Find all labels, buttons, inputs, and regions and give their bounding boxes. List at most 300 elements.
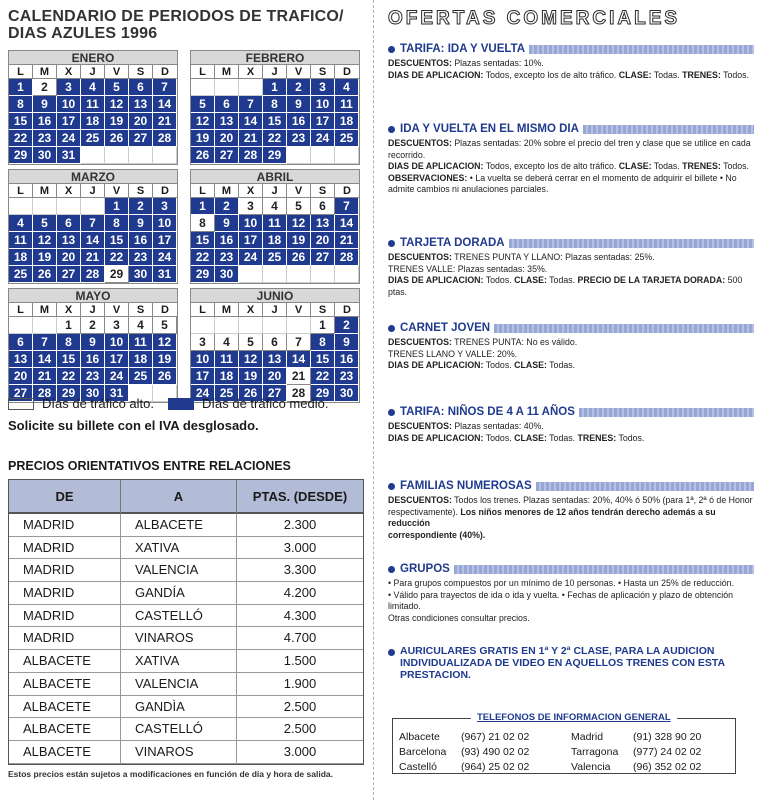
week-row xyxy=(9,232,177,249)
day-cell-high-traffic: 3 xyxy=(191,334,215,351)
day-cell-medium-traffic: 6 xyxy=(129,79,153,96)
city-name: Barcelona xyxy=(399,746,447,758)
offer-name: CARNET JOVEN xyxy=(400,322,491,334)
prices-header-price: PTAS. (DESDE) xyxy=(252,489,348,504)
day-cell-medium-traffic: 19 xyxy=(191,130,215,147)
detail-label: DESCUENTOS: xyxy=(388,252,452,262)
weekday-header: M xyxy=(215,184,239,198)
day-cell-medium-traffic: 12 xyxy=(191,113,215,130)
detail-text: Todas. xyxy=(651,69,683,80)
city-name: Tarragona xyxy=(571,746,619,758)
weekday-header-row xyxy=(9,65,177,79)
empty-day-cell xyxy=(191,317,215,334)
detail-text: TRENES VALLE: Plazas sentadas: 35%. xyxy=(388,263,548,274)
month-name: MAYO xyxy=(9,289,177,303)
to-city: VINAROS xyxy=(121,627,237,649)
day-cell-medium-traffic: 28 xyxy=(239,147,263,164)
week-row xyxy=(9,351,177,368)
day-cell-medium-traffic: 30 xyxy=(129,266,153,283)
month-calendar xyxy=(8,288,178,403)
prices-header-from: DE xyxy=(9,480,121,514)
offer-detail-line xyxy=(388,349,754,361)
day-cell-medium-traffic: 8 xyxy=(9,96,33,113)
day-cell-medium-traffic: 7 xyxy=(335,198,359,215)
price-value: 4.200 xyxy=(283,585,317,601)
day-cell-medium-traffic: 29 xyxy=(263,147,287,164)
day-cell-medium-traffic: 13 xyxy=(263,351,287,368)
bullet-icon xyxy=(388,649,395,656)
offer-detail-line xyxy=(388,184,754,196)
headphones-offer-text: AURICULARES GRATIS EN 1ª Y 2ª CLASE, PARA LA AUDICION INDIVIDUALIZADA DE VIDEO EN AQUELLOS TRENES CON ESTA PRESTACION. xyxy=(400,645,725,681)
detail-label: PRECIO DE LA TARJETA DORADA: xyxy=(577,275,726,285)
weekday-header: M xyxy=(33,184,57,198)
day-cell-medium-traffic: 19 xyxy=(105,113,129,130)
detail-label: DESCUENTOS: xyxy=(388,337,452,347)
left-panel xyxy=(8,8,364,779)
detail-label: CLASE: xyxy=(618,69,652,80)
to-city: VALENCIA xyxy=(121,673,237,695)
day-cell-medium-traffic: 13 xyxy=(57,232,81,249)
day-cell-medium-traffic: 27 xyxy=(311,249,335,266)
day-cell-high-traffic: 6 xyxy=(263,334,287,351)
detail-text: Todos. xyxy=(720,161,749,171)
day-cell-medium-traffic: 17 xyxy=(105,351,129,368)
day-cell-high-traffic: 29 xyxy=(105,266,129,283)
offer-header xyxy=(388,405,754,419)
day-cell-medium-traffic: 9 xyxy=(129,215,153,232)
to-city: CASTELLÓ xyxy=(121,605,237,627)
month-calendar xyxy=(190,50,360,165)
day-cell-medium-traffic: 4 xyxy=(81,79,105,96)
day-cell-medium-traffic: 9 xyxy=(81,334,105,351)
offer-name: TARIFA: IDA Y VUELTA xyxy=(400,43,526,55)
to-city: CASTELLÓ xyxy=(121,718,237,740)
weekday-header: J xyxy=(81,184,105,198)
day-cell-medium-traffic: 11 xyxy=(335,96,359,113)
day-cell-medium-traffic: 22 xyxy=(191,249,215,266)
day-cell-high-traffic: 28 xyxy=(287,385,311,402)
week-row xyxy=(191,113,359,130)
day-cell-medium-traffic: 16 xyxy=(81,351,105,368)
offer-detail-line xyxy=(388,275,754,298)
detail-label: OBSERVACIONES: xyxy=(388,172,468,183)
offer-detail-line xyxy=(388,173,754,185)
week-row xyxy=(9,96,177,113)
offer-header-bar xyxy=(529,45,754,54)
detail-label: DIAS DE APLICACION: xyxy=(388,432,484,443)
day-cell-medium-traffic: 25 xyxy=(81,130,105,147)
empty-day-cell xyxy=(105,147,129,164)
day-cell-medium-traffic: 14 xyxy=(239,113,263,130)
detail-text: recorrido. xyxy=(388,149,426,160)
empty-day-cell xyxy=(81,198,105,215)
weekday-header: M xyxy=(215,65,239,79)
legend-medium-label: Días de tráfico medio. xyxy=(202,396,329,411)
day-cell-medium-traffic: 11 xyxy=(129,334,153,351)
detail-text: Plazas sentadas: 10%. xyxy=(451,58,544,68)
day-cell-medium-traffic: 28 xyxy=(33,385,57,402)
day-cell-medium-traffic: 7 xyxy=(239,96,263,113)
day-cell-high-traffic: 5 xyxy=(287,198,311,215)
offers-title: OFERTAS COMERCIALES xyxy=(388,8,681,29)
detail-text: Todas. xyxy=(546,360,576,370)
day-cell-medium-traffic: 11 xyxy=(215,351,239,368)
prices-table-body xyxy=(9,514,363,764)
day-cell-medium-traffic: 9 xyxy=(287,96,311,113)
week-row xyxy=(9,249,177,266)
day-cell-medium-traffic: 18 xyxy=(9,249,33,266)
day-cell-medium-traffic: 20 xyxy=(215,130,239,147)
offer-header xyxy=(388,236,754,250)
calendar-title-line2: DIAS AZULES 1996 xyxy=(8,25,158,42)
week-row xyxy=(191,317,359,334)
month-name: MARZO xyxy=(9,170,177,184)
detail-text: Todas. xyxy=(546,275,578,285)
phone-number: (91) 328 90 20 xyxy=(633,731,702,743)
detail-text: Todos. xyxy=(616,432,645,443)
week-row xyxy=(191,266,359,283)
price-value: 4.300 xyxy=(283,607,317,623)
week-row xyxy=(191,351,359,368)
day-cell-medium-traffic: 12 xyxy=(33,232,57,249)
weekday-header: V xyxy=(287,303,311,317)
price-value: 3.000 xyxy=(283,743,317,759)
day-cell-medium-traffic: 14 xyxy=(81,232,105,249)
city-name: Albacete xyxy=(399,731,440,743)
day-cell-medium-traffic: 8 xyxy=(311,334,335,351)
day-cell-medium-traffic: 1 xyxy=(9,79,33,96)
to-city: XATIVA xyxy=(121,537,237,559)
detail-text: • La vuelta se deberá cerrar en el momento de adquirir el billete • No xyxy=(467,172,737,183)
weekday-header: L xyxy=(9,184,33,198)
empty-day-cell xyxy=(191,79,215,96)
day-cell-medium-traffic: 31 xyxy=(105,385,129,402)
day-cell-medium-traffic: 8 xyxy=(105,215,129,232)
detail-text: Plazas sentadas: 40%. xyxy=(451,421,544,431)
weekday-header-row xyxy=(191,303,359,317)
day-cell-medium-traffic: 2 xyxy=(287,79,311,96)
month-name: ENERO xyxy=(9,51,177,65)
offer-detail-line xyxy=(388,150,754,162)
weekday-header: M xyxy=(215,303,239,317)
empty-day-cell xyxy=(287,266,311,283)
day-cell-high-traffic: 7 xyxy=(287,334,311,351)
day-cell-medium-traffic: 2 xyxy=(335,317,359,334)
weekday-header: D xyxy=(153,303,177,317)
day-cell-medium-traffic: 12 xyxy=(105,96,129,113)
offer-header-bar xyxy=(454,565,754,574)
day-cell-medium-traffic: 8 xyxy=(57,334,81,351)
offer-header-bar xyxy=(579,408,754,417)
day-cell-medium-traffic: 13 xyxy=(215,113,239,130)
offer-detail-line xyxy=(388,421,754,433)
day-cell-high-traffic: 5 xyxy=(239,334,263,351)
empty-day-cell xyxy=(9,317,33,334)
day-cell-medium-traffic: 7 xyxy=(81,215,105,232)
week-row xyxy=(9,79,177,96)
offer-header xyxy=(388,562,754,576)
table-row xyxy=(9,696,363,719)
empty-day-cell xyxy=(215,79,239,96)
day-cell-medium-traffic: 18 xyxy=(263,232,287,249)
week-row xyxy=(191,215,359,232)
bullet-icon xyxy=(388,409,395,416)
day-cell-medium-traffic: 28 xyxy=(335,249,359,266)
offer-section xyxy=(388,236,754,298)
day-cell-medium-traffic: 30 xyxy=(81,385,105,402)
day-cell-medium-traffic: 31 xyxy=(153,266,177,283)
day-cell-medium-traffic: 22 xyxy=(105,249,129,266)
day-cell-medium-traffic: 30 xyxy=(335,385,359,402)
week-row xyxy=(191,334,359,351)
to-city: GANDÍA xyxy=(121,582,237,604)
day-cell-medium-traffic: 18 xyxy=(335,113,359,130)
price-value: 4.700 xyxy=(283,630,317,646)
detail-label: CLASE: xyxy=(514,360,547,370)
day-cell-medium-traffic: 27 xyxy=(129,130,153,147)
day-cell-medium-traffic: 24 xyxy=(57,130,81,147)
weekday-header: V xyxy=(105,65,129,79)
table-row xyxy=(9,650,363,673)
offer-detail-line xyxy=(388,507,754,530)
day-cell-medium-traffic: 1 xyxy=(191,198,215,215)
headphones-offer xyxy=(388,645,754,681)
day-cell-medium-traffic: 16 xyxy=(33,113,57,130)
detail-label: DIAS DE APLICACION: xyxy=(388,161,484,171)
phone-number: (93) 490 02 02 xyxy=(461,746,530,758)
day-cell-medium-traffic: 20 xyxy=(57,249,81,266)
offer-detail-line xyxy=(388,360,754,372)
phone-number: (977) 24 02 02 xyxy=(633,746,702,758)
day-cell-medium-traffic: 14 xyxy=(153,96,177,113)
day-cell-medium-traffic: 23 xyxy=(129,249,153,266)
day-cell-medium-traffic: 27 xyxy=(9,385,33,402)
detail-label: Los niños menores de 12 años tendrán derecho además a su reducción xyxy=(388,506,716,528)
offer-detail-line xyxy=(388,138,754,150)
day-cell-medium-traffic: 7 xyxy=(33,334,57,351)
day-cell-medium-traffic: 19 xyxy=(33,249,57,266)
offer-header xyxy=(388,122,754,136)
table-row xyxy=(9,605,363,628)
empty-day-cell xyxy=(129,147,153,164)
bullet-icon xyxy=(388,483,395,490)
day-cell-medium-traffic: 15 xyxy=(57,351,81,368)
day-cell-high-traffic: 1 xyxy=(57,317,81,334)
day-cell-medium-traffic: 23 xyxy=(335,368,359,385)
weekday-header: S xyxy=(129,184,153,198)
empty-day-cell xyxy=(239,317,263,334)
month-calendar xyxy=(190,169,360,284)
day-cell-medium-traffic: 18 xyxy=(81,113,105,130)
day-cell-medium-traffic: 31 xyxy=(57,147,81,164)
day-cell-medium-traffic: 26 xyxy=(153,368,177,385)
day-cell-medium-traffic: 22 xyxy=(9,130,33,147)
right-panel xyxy=(388,8,754,773)
offer-name: TARIFA: NIÑOS DE 4 A 11 AÑOS xyxy=(400,406,575,418)
week-row xyxy=(191,79,359,96)
weekday-header-row xyxy=(191,65,359,79)
detail-label: TRENES: xyxy=(682,161,721,171)
to-city: VALENCIA xyxy=(121,559,237,581)
day-cell-medium-traffic: 27 xyxy=(215,147,239,164)
day-cell-medium-traffic: 15 xyxy=(9,113,33,130)
detail-text: 500 ptas. xyxy=(388,275,743,297)
from-city: MADRID xyxy=(9,605,121,627)
day-cell-medium-traffic: 14 xyxy=(335,215,359,232)
offer-header-bar xyxy=(494,324,754,333)
weekday-header: J xyxy=(263,65,287,79)
weekday-header: S xyxy=(311,65,335,79)
day-cell-medium-traffic: 29 xyxy=(311,385,335,402)
month-name: ABRIL xyxy=(191,170,359,184)
city-name: Valencia xyxy=(571,761,611,773)
detail-text: Todas. xyxy=(546,432,578,443)
day-cell-medium-traffic: 18 xyxy=(215,368,239,385)
weekday-header: S xyxy=(311,303,335,317)
detail-text: • Válido para trayectos de ida o ida y vuelta. • Fechas de aplicación y plazo de obtención limitado. xyxy=(388,589,734,611)
day-cell-high-traffic: 4 xyxy=(129,317,153,334)
offer-name: IDA Y VUELTA EN EL MISMO DIA xyxy=(400,123,579,135)
detail-label: CLASE: xyxy=(514,432,547,443)
from-city: MADRID xyxy=(9,559,121,581)
day-cell-medium-traffic: 17 xyxy=(153,232,177,249)
offer-section xyxy=(388,562,754,624)
empty-day-cell xyxy=(287,147,311,164)
weekday-header: X xyxy=(57,303,81,317)
detail-text: admite cambios ni anulaciones parciales. xyxy=(388,184,549,194)
day-cell-medium-traffic: 5 xyxy=(33,215,57,232)
phone-number: (96) 352 02 02 xyxy=(633,761,702,773)
day-cell-high-traffic: 1 xyxy=(311,317,335,334)
day-cell-high-traffic: 21 xyxy=(287,368,311,385)
offer-detail-line xyxy=(388,613,754,625)
bullet-icon xyxy=(388,325,395,332)
day-cell-high-traffic: 3 xyxy=(105,317,129,334)
day-cell-medium-traffic: 11 xyxy=(9,232,33,249)
day-cell-medium-traffic: 25 xyxy=(335,130,359,147)
week-row xyxy=(9,334,177,351)
calendar-title-line1: CALENDARIO DE PERIODOS DE TRAFICO/ xyxy=(8,8,344,25)
bullet-icon xyxy=(388,46,395,53)
prices-title: PRECIOS ORIENTATIVOS ENTRE RELACIONES xyxy=(8,459,291,473)
day-cell-high-traffic: 2 xyxy=(33,79,57,96)
detail-text: TRENES PUNTA: No es válido. xyxy=(451,337,578,347)
offer-header xyxy=(388,321,754,335)
offer-detail-line xyxy=(388,264,754,276)
week-row xyxy=(9,368,177,385)
month-name: FEBRERO xyxy=(191,51,359,65)
empty-day-cell xyxy=(33,317,57,334)
day-cell-high-traffic: 2 xyxy=(81,317,105,334)
weekday-header: X xyxy=(57,184,81,198)
weekday-header: J xyxy=(81,65,105,79)
offer-section xyxy=(388,42,754,81)
weekday-header: D xyxy=(153,184,177,198)
week-row xyxy=(9,215,177,232)
offer-header-bar xyxy=(509,239,754,248)
week-row xyxy=(191,368,359,385)
detail-text: • Para grupos compuestos por un mínimo de 10 personas. • Hasta un 25% de reducción. xyxy=(388,578,735,588)
day-cell-medium-traffic: 18 xyxy=(129,351,153,368)
detail-text: respectivamente). xyxy=(388,506,461,517)
week-row xyxy=(9,198,177,215)
empty-day-cell xyxy=(215,317,239,334)
weekday-header: D xyxy=(335,184,359,198)
price-value: 3.000 xyxy=(283,539,317,555)
day-cell-medium-traffic: 16 xyxy=(129,232,153,249)
day-cell-medium-traffic: 16 xyxy=(335,351,359,368)
month-name: JUNIO xyxy=(191,289,359,303)
empty-day-cell xyxy=(81,147,105,164)
day-cell-medium-traffic: 13 xyxy=(9,351,33,368)
phone-number: (967) 21 02 02 xyxy=(461,731,530,743)
month-calendar xyxy=(190,288,360,403)
table-row xyxy=(9,559,363,582)
phone-info-box xyxy=(392,712,736,774)
week-row xyxy=(191,130,359,147)
day-cell-medium-traffic: 3 xyxy=(57,79,81,96)
day-cell-medium-traffic: 4 xyxy=(9,215,33,232)
day-cell-medium-traffic: 23 xyxy=(215,249,239,266)
day-cell-medium-traffic: 19 xyxy=(239,368,263,385)
detail-label: DIAS DE APLICACION: xyxy=(388,360,484,370)
empty-day-cell xyxy=(335,266,359,283)
weekday-header: D xyxy=(335,65,359,79)
empty-day-cell xyxy=(153,147,177,164)
offer-detail-line xyxy=(388,337,754,349)
prices-footnote: Estos precios están sujetos a modificaciones en función de día y hora de salida. xyxy=(8,769,333,779)
phone-info-grid xyxy=(399,731,733,773)
day-cell-medium-traffic: 28 xyxy=(81,266,105,283)
to-city: XATIVA xyxy=(121,650,237,672)
weekday-header-row xyxy=(9,303,177,317)
day-cell-high-traffic: 4 xyxy=(263,198,287,215)
day-cell-medium-traffic: 9 xyxy=(215,215,239,232)
day-cell-medium-traffic: 29 xyxy=(191,266,215,283)
price-value: 2.500 xyxy=(283,698,317,714)
page-fold-divider xyxy=(373,0,374,800)
empty-day-cell xyxy=(33,198,57,215)
to-city: ALBACETE xyxy=(121,514,237,536)
detail-text: Todos. xyxy=(483,360,515,370)
detail-label: CLASE: xyxy=(514,275,547,285)
detail-label: DESCUENTOS: xyxy=(388,495,452,505)
weekday-header: V xyxy=(105,303,129,317)
from-city: ALBACETE xyxy=(9,718,121,740)
day-cell-medium-traffic: 3 xyxy=(153,198,177,215)
day-cell-medium-traffic: 17 xyxy=(239,232,263,249)
from-city: ALBACETE xyxy=(9,650,121,672)
weekday-header: S xyxy=(129,65,153,79)
empty-day-cell xyxy=(263,317,287,334)
detail-text: Todos. xyxy=(483,275,515,285)
day-cell-medium-traffic: 29 xyxy=(9,147,33,164)
day-cell-medium-traffic: 20 xyxy=(311,232,335,249)
price-value: 1.900 xyxy=(283,675,317,691)
day-cell-medium-traffic: 15 xyxy=(191,232,215,249)
detail-text: Todos, excepto los de alto tráfico. xyxy=(483,161,619,171)
day-cell-medium-traffic: 8 xyxy=(263,96,287,113)
to-city: GANDÌA xyxy=(121,696,237,718)
week-row xyxy=(9,147,177,164)
day-cell-medium-traffic: 15 xyxy=(311,351,335,368)
day-cell-medium-traffic: 10 xyxy=(105,334,129,351)
week-row xyxy=(191,232,359,249)
weekday-header: X xyxy=(239,303,263,317)
offer-header xyxy=(388,479,754,493)
offer-detail-line xyxy=(388,578,754,590)
iva-note: Solicite su billete con el IVA desglosado. xyxy=(8,418,259,433)
